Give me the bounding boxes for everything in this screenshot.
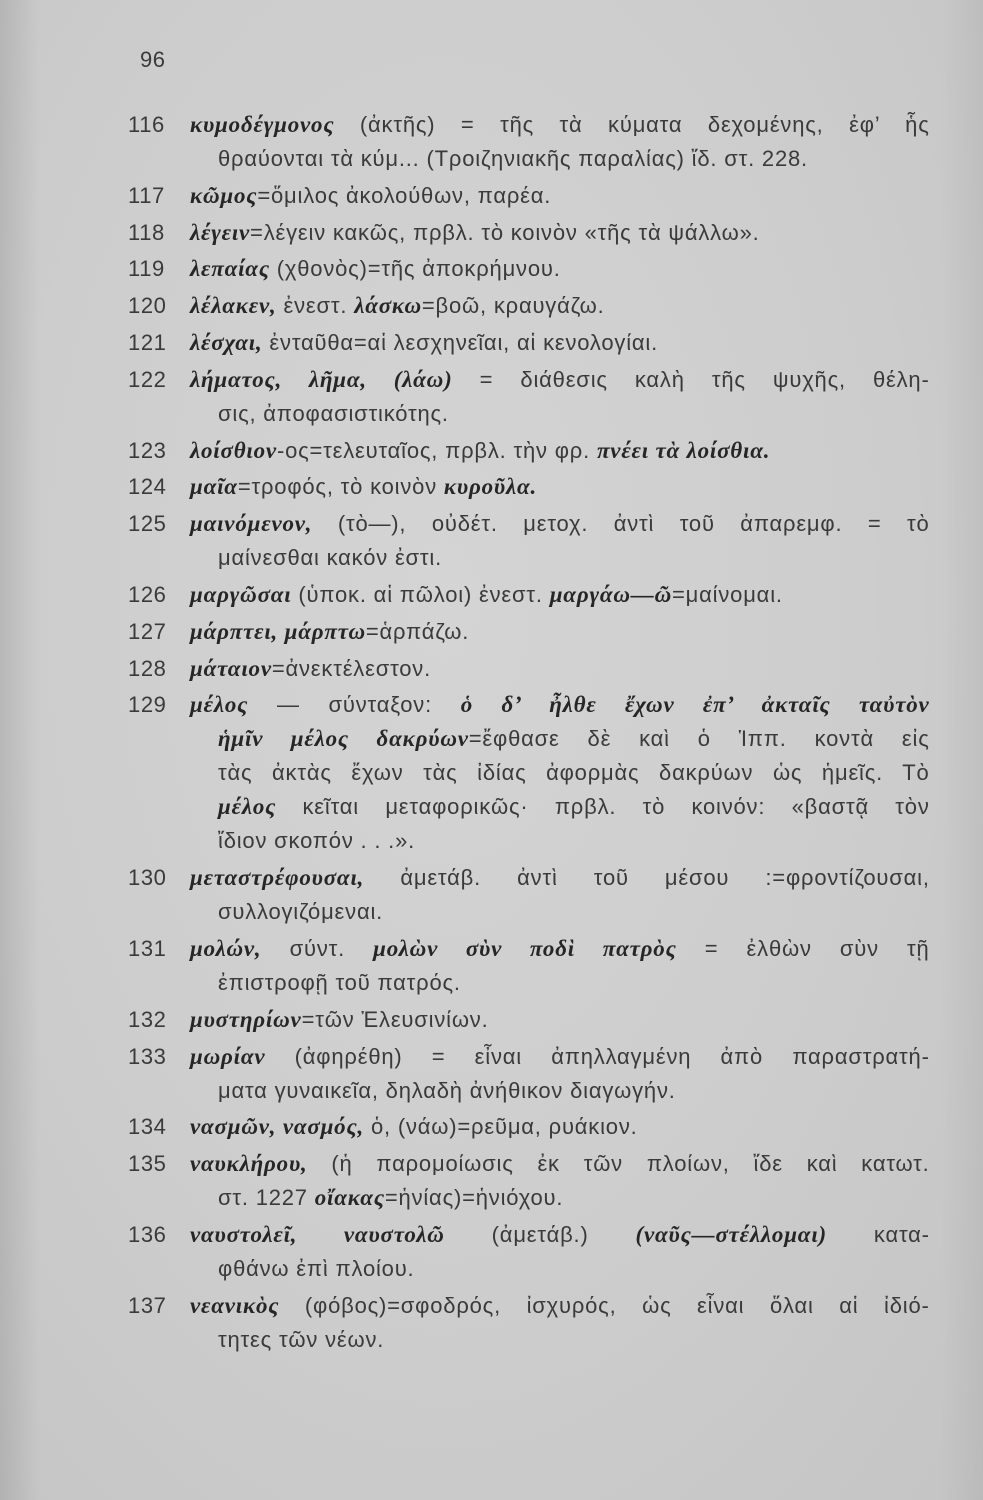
entry-line-text (218, 790, 930, 824)
entry-line-text (190, 216, 760, 250)
lemma-term: (ναῦς—στέλλομαι) (635, 1221, 827, 1247)
entry-number: 129 (128, 692, 167, 718)
entry-number: 118 (128, 219, 165, 245)
gloss-text: =τροφός, τὸ κοινὸν (237, 474, 444, 500)
entry-line-text (190, 861, 930, 895)
glossary-entry (0, 1040, 983, 1108)
gloss-text: =ἁρπάζω. (365, 618, 470, 644)
gloss-text: =βοῶ, κραυγάζω. (421, 293, 605, 319)
entry-line (190, 1289, 930, 1323)
entry-number: 122 (128, 366, 167, 392)
glossary-entry (0, 252, 983, 286)
gloss-text: — σύνταξον: (248, 692, 461, 718)
entry-line-text (190, 1003, 489, 1037)
entry-line-text (218, 895, 383, 929)
entry-line (190, 615, 930, 649)
glossary-entry (0, 932, 983, 1000)
gloss-text: (ἀφηρέθη) = εἶναι ἀπηλλαγμένη ἀπὸ παραστρατή- (265, 1043, 930, 1069)
gloss-text: (ἀκτῆς) = τῆς τὰ κύματα δεχομένης, ἐφ’ ἧς (334, 112, 930, 137)
gloss-text: =λέγειν κακῶς, πρβλ. τὸ κοινὸν «τῆς τὰ ψάλλω». (250, 219, 760, 245)
entry-line-text (190, 507, 930, 541)
lemma-term: λοίσθιον (190, 437, 277, 463)
lemma-term: ναυκλήρου, (190, 1151, 308, 1177)
gloss-text: =ἡνίας)=ἡνιόχου. (384, 1185, 564, 1211)
entry-line (190, 252, 930, 286)
entry-line-text (218, 1181, 563, 1215)
entry-number: 137 (128, 1292, 167, 1318)
lemma-term: μυστηρίων (190, 1006, 302, 1032)
entry-line-text (190, 932, 930, 966)
lemma-term: μολών, (190, 935, 262, 961)
entry-number: 116 (128, 112, 165, 137)
gloss-text: ματα γυναικεῖα, δηλαδὴ ἀνήθικον διαγωγήν. (218, 1077, 676, 1103)
gloss-text: κατα- (826, 1221, 930, 1247)
glossary-entry (0, 615, 983, 649)
entry-number: 125 (128, 511, 167, 537)
entry-line (218, 397, 930, 431)
entry-line-text (190, 578, 783, 612)
glossary-entry (0, 688, 983, 858)
gloss-text: ἀμετάβ. ἀντὶ τοῦ μέσου :=φροντίζουσαι, (364, 865, 930, 891)
lemma-term: ὁ δ’ ἦλθε ἔχων ἐπ’ ἀκταῖς ταὐτὸν (460, 692, 930, 718)
entry-number: 120 (128, 293, 167, 319)
gloss-text: (φόβος)=σφοδρός, ἰσχυρός, ὡς εἶναι ὅλαι αἱ ἰδιό- (279, 1292, 930, 1318)
lemma-term: μαργάω—ῶ (549, 581, 673, 607)
entry-line (190, 179, 930, 213)
entry-line (218, 790, 930, 824)
entry-number: 117 (128, 182, 165, 208)
entry-number: 123 (128, 437, 167, 463)
entry-line (218, 1074, 930, 1108)
glossary-entry (0, 1218, 983, 1286)
gloss-text: =ἔφθασε δὲ καὶ ὁ Ἱππ. κοντὰ εἰς (468, 726, 930, 752)
lemma-term: λήματος, λῆμα, (λάω) (190, 366, 453, 392)
entry-line (190, 578, 930, 612)
entry-line (190, 326, 930, 360)
entry-line-text (190, 470, 537, 504)
glossary-entry (0, 434, 983, 468)
glossary-entry (0, 1289, 983, 1357)
entry-line-text (218, 722, 930, 756)
gloss-text: (ἀμετάβ.) (444, 1221, 636, 1247)
entry-line (218, 895, 930, 929)
glossary-entry (0, 216, 983, 250)
entry-line (218, 541, 930, 575)
entry-line-text (190, 1218, 930, 1252)
entry-line (190, 434, 930, 468)
lemma-term: οἴακας (314, 1185, 385, 1211)
entry-number: 127 (128, 618, 167, 644)
entry-number: 136 (128, 1221, 167, 1247)
entry-line-text (190, 434, 770, 468)
gloss-text: ἐνεστ. (276, 293, 355, 319)
lemma-term: ναυστολεῖ, ναυστολῶ (190, 1221, 445, 1247)
entry-line (218, 1181, 930, 1215)
lemma-term: μαῖα (190, 474, 238, 500)
gloss-text: (ὑποκ. αἱ πῶλοι) ἐνεστ. (291, 581, 550, 607)
lemma-term: μολὼν σὺν ποδὶ πατρὸς (373, 935, 677, 961)
entry-line (218, 1323, 930, 1357)
gloss-text: τητες τῶν νέων. (218, 1326, 385, 1352)
entry-line (190, 1110, 930, 1144)
entry-line (190, 688, 930, 722)
page-number: 96 (140, 47, 166, 72)
lemma-term: μέλος (190, 692, 249, 718)
glossary-entry (0, 363, 983, 431)
glossary-entry (0, 326, 983, 360)
gloss-text: ἐπιστροφῇ τοῦ πατρός. (218, 969, 461, 995)
gloss-text: =ὅμιλος ἀκολούθων, παρέα. (257, 182, 552, 208)
glossary-entry (0, 507, 983, 575)
entry-number: 121 (128, 329, 167, 355)
entry-line (190, 470, 930, 504)
glossary-entry (0, 1003, 983, 1037)
lemma-term: λάσκω (354, 293, 422, 319)
entry-line (190, 1218, 930, 1252)
entry-number: 134 (128, 1114, 167, 1140)
entry-line (190, 108, 930, 142)
entry-line (190, 932, 930, 966)
lemma-term: μέλος (218, 794, 277, 820)
lemma-term: νεανικὸς (190, 1292, 280, 1318)
entry-line-text (190, 1289, 930, 1323)
entry-line-text (190, 688, 930, 722)
entry-line-text (218, 1323, 384, 1357)
gloss-text: ὁ, (νάω)=ρεῦμα, ρυάκιον. (364, 1114, 638, 1140)
entry-line-text (190, 652, 431, 686)
gloss-text: ἐνταῦθα=αἱ λεσχηνεῖαι, αἱ κενολογίαι. (262, 329, 659, 355)
entry-number: 124 (128, 474, 167, 500)
gloss-text: σις, ἀποφασιστικότης. (218, 400, 449, 426)
entry-line (218, 824, 930, 858)
entry-line-text (190, 1147, 930, 1181)
glossary-entry (0, 470, 983, 504)
lemma-term: μαργῶσαι (190, 581, 292, 607)
entry-line (190, 1147, 930, 1181)
gloss-text: σύντ. (261, 935, 374, 961)
gloss-text: συλλογιζόμεναι. (218, 899, 384, 925)
gloss-text: φθάνω ἐπὶ πλοίου. (218, 1255, 415, 1281)
glossary-entry (0, 861, 983, 929)
glossary-entry (0, 108, 983, 176)
entry-number: 128 (128, 655, 167, 681)
entry-line-text (190, 363, 930, 397)
lemma-term: νασμῶν, νασμός, (190, 1114, 365, 1140)
lemma-term: μάρπτει, μάρπτω (190, 618, 366, 644)
lemma-term: μεταστρέφουσαι, (190, 865, 365, 891)
gloss-text: μαίνεσθαι κακόν ἐστι. (218, 545, 443, 571)
gloss-text: (ἡ παρομοίωσις ἐκ τῶν πλοίων, ἴδε καὶ κατωτ. (307, 1151, 930, 1177)
lemma-term: πνέει τὰ λοίσθια. (596, 437, 771, 463)
lemma-term: λέλακεν, (190, 293, 277, 319)
gloss-text: =μαίνομαι. (672, 581, 783, 607)
entry-line (218, 966, 930, 1000)
entry-line (190, 1040, 930, 1074)
entry-line-text (218, 541, 442, 575)
glossary-entry (0, 1147, 983, 1215)
glossary-entry (0, 652, 983, 686)
gloss-text: =τῶν Ἐλευσινίων. (301, 1006, 489, 1032)
lemma-term: μαινόμενον, (190, 511, 313, 537)
lemma-term: λεπαίας (190, 256, 270, 282)
entry-line-text (190, 326, 658, 360)
gloss-text: κεῖται μεταφορικῶς· πρβλ. τὸ κοινόν: «βαστᾷ τὸν (276, 794, 930, 820)
gloss-text: (τὸ—), οὐδέτ. μετοχ. ἀντὶ τοῦ ἀπαρεμφ. = τὸ (312, 511, 930, 537)
entry-number: 130 (128, 865, 167, 891)
entry-line-text (190, 289, 605, 323)
lemma-term: λέγειν (190, 219, 251, 245)
entry-line-text (218, 756, 930, 790)
gloss-text: ἴδιον σκοπόν . . .». (218, 828, 416, 854)
glossary-entry (0, 1110, 983, 1144)
entry-line (190, 507, 930, 541)
entry-line (190, 652, 930, 686)
entry-number: 133 (128, 1043, 167, 1069)
lemma-term: κυμοδέγμονος (190, 112, 335, 137)
glossary-entry (0, 578, 983, 612)
gloss-text: (χθονὸς)=τῆς ἀποκρήμνου. (269, 256, 561, 282)
lemma-term: κῶμος (190, 182, 258, 208)
entry-line-text (218, 397, 449, 431)
entry-line-text (190, 179, 551, 213)
gloss-text: τὰς ἀκτὰς ἔχων τὰς ἰδίας ἀφορμὰς δακρύων ὡς ἡμεῖς. Τὸ (218, 760, 930, 786)
entry-number: 131 (128, 935, 167, 961)
lemma-term: μωρίαν (190, 1043, 266, 1069)
entry-number: 132 (128, 1006, 167, 1032)
gloss-text: θραύονται τὰ κύμ... (Τροιζηνιακῆς παραλίας) ἴδ. στ. 228. (218, 146, 808, 171)
gloss-text: = ἐλθὼν σὺν τῇ (676, 935, 930, 961)
gloss-text: -ος=τελευταῖος, πρβλ. τὴν φρ. (276, 437, 597, 463)
entry-line-text (218, 1252, 414, 1286)
gloss-text: = διάθεσις καλὴ τῆς ψυχῆς, θέλη- (452, 366, 930, 392)
glossary-entry (0, 179, 983, 213)
entry-line-text (190, 1110, 638, 1144)
entry-line (190, 289, 930, 323)
glossary-list (0, 108, 983, 1357)
entry-line-text (190, 1040, 930, 1074)
entry-line-text (190, 252, 561, 286)
lemma-term: λέσχαι, (190, 329, 263, 355)
entry-line (190, 861, 930, 895)
entry-number: 119 (128, 256, 165, 282)
entry-line-text (218, 142, 808, 176)
lemma-term: κυροῦλα. (443, 474, 538, 500)
entry-line (190, 363, 930, 397)
entry-line (218, 756, 930, 790)
lemma-term: μάταιον (190, 655, 272, 681)
entry-line (218, 722, 930, 756)
entry-number: 135 (128, 1151, 167, 1177)
entry-line (190, 216, 930, 250)
entry-line (190, 1003, 930, 1037)
entry-number: 126 (128, 581, 167, 607)
lemma-term: ἡμῖν μέλος δακρύων (218, 726, 469, 752)
entry-line (218, 1252, 930, 1286)
entry-line-text (190, 108, 930, 142)
entry-line-text (190, 615, 469, 649)
entry-line-text (218, 966, 461, 1000)
entry-line-text (218, 824, 415, 858)
gloss-text: στ. 1227 (218, 1185, 315, 1211)
entry-line-text (218, 1074, 676, 1108)
gloss-text: =ἀνεκτέλεστον. (271, 655, 432, 681)
glossary-entry (0, 289, 983, 323)
entry-line (218, 142, 930, 176)
